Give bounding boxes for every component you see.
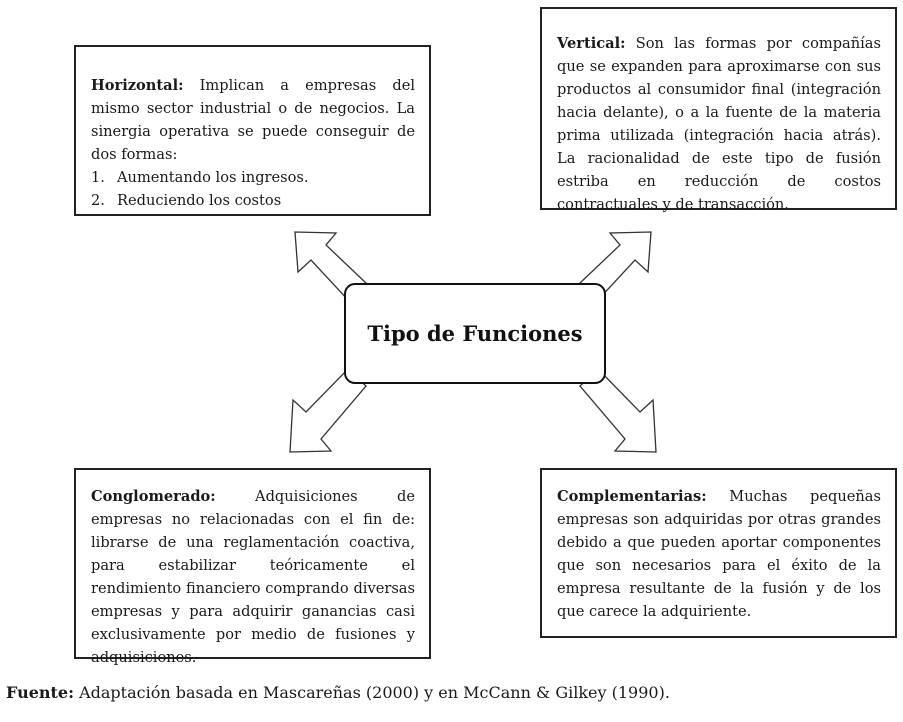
vertical-box bbox=[540, 7, 897, 213]
conglomerado-text: Adquisiciones de empresas no relacionadas con el fin de: librarse de una reglamentación coactiva, para estabilizar teóricamente el rendimiento financiero comprando diversas empresas y para adquirir ganancias casi exclusivamente por medio de fusiones y adquisiciones. bbox=[91, 488, 415, 666]
vertical-text: Son las formas por compañías que se expanden para aproximarse con sus productos al consumidor final (integración hacia delante), o a la fuente de la materia prima utilizada (integración hacia atrás). La racionalidad de este tipo de fusión estriba en reducción de costos contractuales y de transacción. bbox=[557, 35, 881, 213]
source-caption bbox=[6, 683, 670, 702]
complementarias-label: Complementarias: bbox=[557, 488, 707, 505]
list-item bbox=[91, 166, 415, 189]
horizontal-text: Implican a empresas del mismo sector industrial o de negocios. La sinergia operativa se puede conseguir de dos formas: bbox=[91, 77, 415, 163]
conglomerado-box bbox=[74, 468, 431, 666]
source-label: Fuente: bbox=[6, 683, 74, 702]
source-text: Adaptación basada en Mascareñas (2000) y en McCann & Gilkey (1990). bbox=[79, 683, 670, 702]
conglomerado-label: Conglomerado: bbox=[91, 488, 216, 505]
center-title: Tipo de Funciones bbox=[367, 321, 583, 346]
list-item-number: 2. bbox=[91, 192, 105, 209]
list-item-text: Reduciendo los costos bbox=[117, 192, 282, 209]
list-item-text: Aumentando los ingresos. bbox=[117, 169, 309, 186]
list-item-number: 1. bbox=[91, 169, 105, 186]
horizontal-list bbox=[91, 166, 415, 212]
horizontal-box bbox=[74, 45, 431, 216]
horizontal-label: Horizontal: bbox=[91, 77, 184, 94]
vertical-label: Vertical: bbox=[557, 35, 626, 52]
center-title-box bbox=[344, 283, 606, 384]
complementarias-text: Muchas pequeñas empresas son adquiridas por otras grandes debido a que pueden aportar componentes que son necesarios para el éxito de la empresa resultante de la fusión y de los que carece la adquiriente. bbox=[557, 488, 881, 620]
list-item bbox=[91, 189, 415, 212]
complementarias-box bbox=[540, 468, 897, 638]
